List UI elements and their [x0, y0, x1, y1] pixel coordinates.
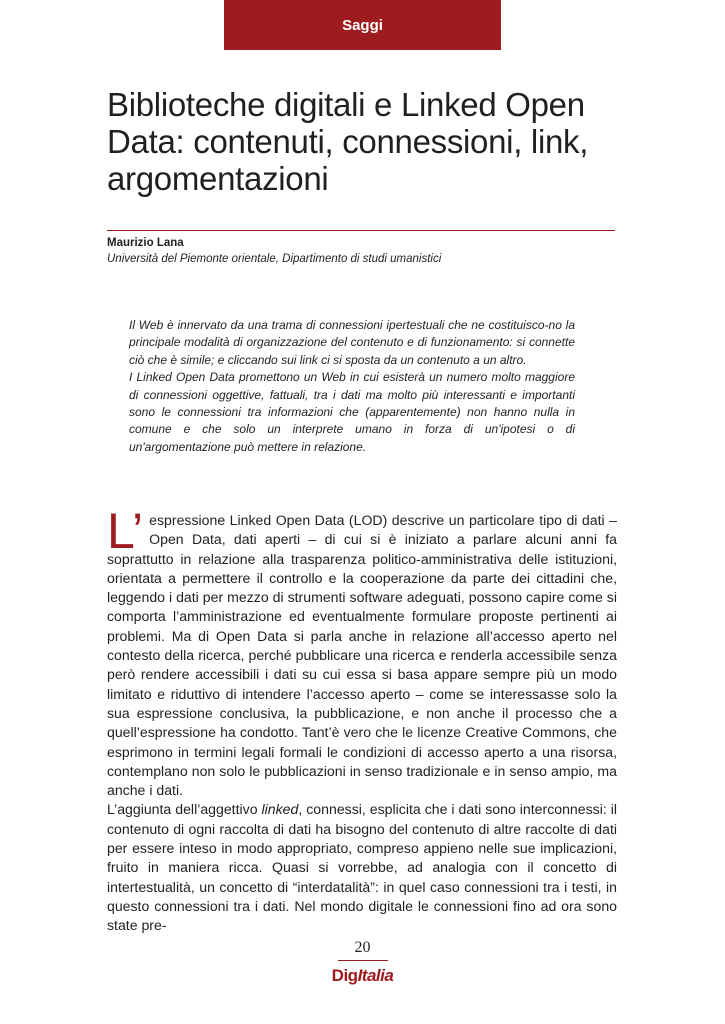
drop-cap: L’ — [107, 503, 144, 559]
footer-divider — [338, 960, 388, 961]
author-name: Maurizio Lana — [107, 237, 184, 249]
body-paragraph — [107, 800, 617, 935]
digitalia-logo — [0, 966, 725, 986]
body-paragraph-text: espressione Linked Open Data (LOD) descrive un particolare tipo di dati – Open Data, dati aperti – di cui si è iniziato a parlare alcuni anni fa soprattutto in relazione alla trasparenza politico-amministrativa delle istituzioni, orientata a permettere il controllo e la cooperazione da parte dei cittadini che, leggendo i dati per mezzo di strumenti software adeguati, possono capire come si comporta l’amministrazione ed eventualmente formulare proposte pertinenti ai problemi. Ma di Open Data si parla anche in relazione all’accesso aperto nel contesto della ricerca, perché pubblicare una ricerca e renderla accessibile senza però rendere accessibili i dati su cui essa si basa appare sempre più un modo limitato e riduttivo di intendere l’accesso aperto – come se interessasse solo la sua espressione conclusiva, la pubblicazione, e non anche il processo che a quell’espressione ha condotto. Tant’è vero che le licenze Creative Commons, che esprimono in termini legali formali le condizioni di accesso aperto a una risorsa, contemplano non solo le pubblicazioni in senso tradizionale e in senso ampio, ma anche i dati. — [107, 512, 617, 799]
author-affiliation: Università del Piemonte orientale, Dipartimento di studi umanistici — [107, 253, 442, 265]
logo-text-dig: Dig — [331, 966, 358, 985]
article-body — [107, 503, 618, 936]
body-paragraph — [107, 503, 617, 800]
abstract — [129, 317, 575, 456]
emphasis-term: linked — [261, 801, 299, 818]
body-paragraph-text: L’aggiunta dell’aggettivo — [107, 801, 262, 818]
page-number: 20 — [354, 939, 371, 956]
section-header-tab — [224, 0, 501, 50]
article-title: Biblioteche digitali e Linked Open Data: contenuti, connessioni, link, argomentazioni — [107, 86, 589, 197]
section-label: Saggi — [342, 16, 383, 34]
abstract-paragraph: I Linked Open Data promettono un Web in cui esisterà un numero molto maggiore di connessioni oggettive, fattuali, tra i dati ma molto più interessanti e importanti sono le connessioni tra informazioni che (apparentemente) non hanno nulla in comune e che solo un interprete umano in forza di un'ipotesi o di un'argomentazione può mettere in relazione. — [129, 370, 575, 454]
body-paragraph-text: , connessi, esplicita che i dati sono interconnessi: il contenuto di ogni raccolta di dati ha bisogno del contenuto di altre raccolte di dati per essere inteso in modo appropriato, compreso appieno nelle sue implicazioni, fruito in maniera ricca. Quasi si vorrebbe, ad analogia con il concetto di intertestualità, un concetto di “interdatalità”: in quel caso connessioni tra i testi, in questo connessioni tra i dati. Nel mondo digitale le connessioni fino ad ora sono state pre- — [107, 801, 618, 934]
abstract-paragraph: Il Web è innervato da una trama di connessioni ipertestuali che ne costituisco-no la principale modalità di organizzazione del contenuto e di funzionamento: si connette ciò che è simile; e cliccando sui link ci si sposta da un contenuto a un altro. — [129, 318, 575, 367]
title-divider — [107, 230, 615, 231]
logo-text-italia: Italia — [357, 966, 394, 985]
